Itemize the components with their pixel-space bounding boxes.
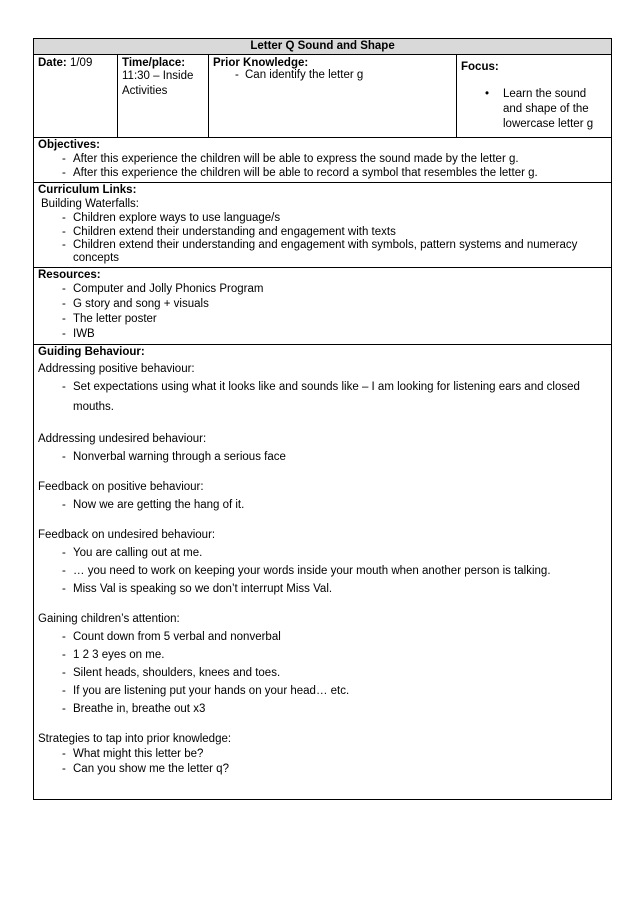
time-label: Time/place: (122, 57, 186, 69)
resource-item: - Computer and Jolly Phonics Program (38, 282, 607, 297)
guiding-item: - If you are listening put your hands on your head… etc. (38, 684, 607, 699)
resource-item: - IWB (38, 327, 607, 342)
guiding-section (38, 732, 607, 777)
guiding-item: - Can you show me the letter q? (38, 762, 607, 777)
guiding-section-heading: Feedback on positive behaviour: (38, 481, 204, 493)
resources-label: Resources: (38, 269, 101, 281)
guiding-item: - Miss Val is speaking so we don’t interrupt Miss Val. (38, 582, 607, 597)
lesson-plan-table (33, 38, 612, 800)
guiding-behaviour-cell (34, 345, 612, 800)
guiding-section-heading: Addressing undesired behaviour: (38, 433, 207, 445)
time-cell (118, 55, 209, 138)
objectives-cell (34, 138, 612, 183)
guiding-item: - 1 2 3 eyes on me. (38, 648, 607, 663)
guiding-item: - Breathe in, breathe out x3 (38, 702, 607, 717)
prior-knowledge-item: - Can identify the letter g (213, 69, 452, 81)
guiding-item: - Silent heads, shoulders, knees and toes. (38, 666, 607, 681)
date-label: Date: (38, 57, 67, 69)
guiding-section (38, 362, 607, 417)
guiding-item: - Now we are getting the hang of it. (38, 498, 607, 513)
objectives-label: Objectives: (38, 139, 100, 151)
objective-item: - After this experience the children will be able to record a symbol that resembles the letter g. (38, 166, 607, 180)
resource-item: - The letter poster (38, 312, 607, 327)
time-value: 11:30 – Inside Activities (122, 70, 194, 97)
guiding-section (38, 528, 607, 597)
resources-cell (34, 268, 612, 345)
focus-label: Focus: (461, 61, 499, 73)
lesson-plan (33, 38, 611, 800)
curriculum-subheading: Building Waterfalls: (41, 198, 140, 210)
guiding-section (38, 480, 607, 513)
curriculum-label: Curriculum Links: (38, 184, 137, 196)
guiding-item: - You are calling out at me. (38, 546, 607, 561)
guiding-behaviour-label: Guiding Behaviour: (38, 346, 145, 358)
date-value: 1/09 (69, 57, 93, 69)
guiding-item: - What might this letter be? (38, 747, 607, 762)
guiding-item: - Nonverbal warning through a serious face (38, 450, 607, 465)
guiding-section-heading: Gaining children’s attention: (38, 613, 180, 625)
resource-item: - G story and song + visuals (38, 297, 607, 312)
focus-item: • Learn the sound and shape of the lowercase letter g (461, 87, 607, 132)
objective-item: - After this experience the children will be able to express the sound made by the letter g. (38, 152, 607, 166)
curriculum-item: - Children extend their understanding and engagement with symbols, pattern systems and numeracy concepts (38, 239, 607, 265)
guiding-section (38, 432, 607, 465)
guiding-item: - Count down from 5 verbal and nonverbal (38, 630, 607, 645)
curriculum-cell (34, 183, 612, 268)
prior-knowledge-label: Prior Knowledge: (213, 57, 309, 69)
guiding-section-heading: Feedback on undesired behaviour: (38, 529, 216, 541)
guiding-section (38, 612, 607, 717)
guiding-section-heading: Strategies to tap into prior knowledge: (38, 733, 232, 745)
curriculum-item: - Children explore ways to use language/s (38, 211, 607, 225)
guiding-item: - … you need to work on keeping your words inside your mouth when another person is talking. (38, 564, 607, 579)
curriculum-item: - Children extend their understanding and engagement with texts (38, 225, 607, 239)
guiding-section-heading: Addressing positive behaviour: (38, 363, 195, 375)
date-cell (34, 55, 118, 138)
focus-cell (457, 55, 612, 138)
plan-title: Letter Q Sound and Shape (34, 39, 612, 55)
guiding-item: - Set expectations using what it looks like and sounds like – I am looking for listening ears and closed mouths. (38, 377, 607, 417)
prior-knowledge-cell (209, 55, 457, 138)
